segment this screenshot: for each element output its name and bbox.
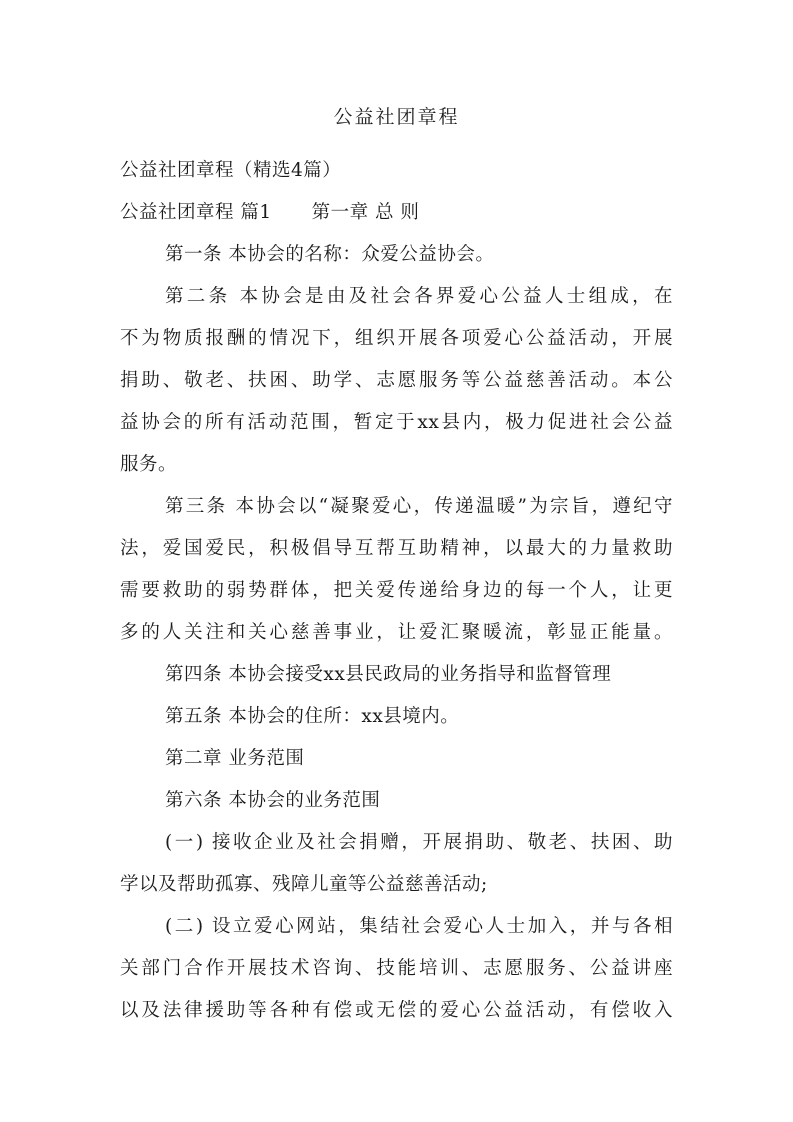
paragraph-line: 多的人关注和关心慈善事业，让爱汇聚暖流，彰显正能量。: [120, 622, 673, 643]
paragraph-line: 第一条 本协会的名称：众爱公益协会。: [165, 244, 495, 265]
paragraph-line: 第六条 本协会的业务范围: [165, 790, 381, 811]
paragraph-line: 法，爱国爱民，积极倡导互帮互助精神，以最大的力量救助: [120, 538, 673, 559]
paragraph-line: (二) 设立爱心网站，集结社会爱心人士加入，并与各相: [165, 916, 673, 937]
chapter-heading: 第二章 业务范围: [165, 748, 305, 769]
paragraph-line: 学以及帮助孤寡、残障儿童等公益慈善活动;: [120, 874, 488, 895]
paragraph-line: 关部门合作开展技术咨询、技能培训、志愿服务、公益讲座: [120, 958, 673, 979]
paragraph-line: 益协会的所有活动范围，暂定于xx县内，极力促进社会公益: [120, 412, 673, 433]
paragraph-line: 第五条 本协会的住所：xx县境内。: [165, 706, 460, 727]
document-title: 公益社团章程: [333, 106, 460, 128]
document-body: [120, 150, 673, 1032]
paragraph-line: 第三条 本协会以“凝聚爱心，传递温暖”为宗旨，遵纪守: [165, 496, 673, 517]
section-heading-left: 公益社团章程 篇1: [120, 202, 272, 223]
paragraph-line: 第二条 本协会是由及社会各界爱心公益人士组成，在: [165, 286, 673, 307]
section-heading-right: 第一章 总 则: [311, 202, 420, 223]
paragraph-line: 捐助、敬老、扶困、助学、志愿服务等公益慈善活动。本公: [120, 370, 673, 391]
section-heading: [120, 192, 673, 234]
paragraph-line: 第四条 本协会接受xx县民政局的业务指导和监督管理: [165, 664, 612, 685]
paragraph-line: 以及法律援助等各种有偿或无偿的爱心公益活动，有偿收入: [120, 1000, 673, 1021]
paragraph-line: 服务。: [120, 454, 178, 475]
paragraph-line: 不为物质报酬的情况下，组织开展各项爱心公益活动，开展: [120, 328, 673, 349]
paragraph-line: (一) 接收企业及社会捐赠，开展捐助、敬老、扶困、助: [165, 832, 673, 853]
paragraph-line: 需要救助的弱势群体，把关爱传递给身边的每一个人，让更: [120, 580, 673, 601]
document-subtitle: 公益社团章程（精选4篇）: [120, 160, 342, 181]
